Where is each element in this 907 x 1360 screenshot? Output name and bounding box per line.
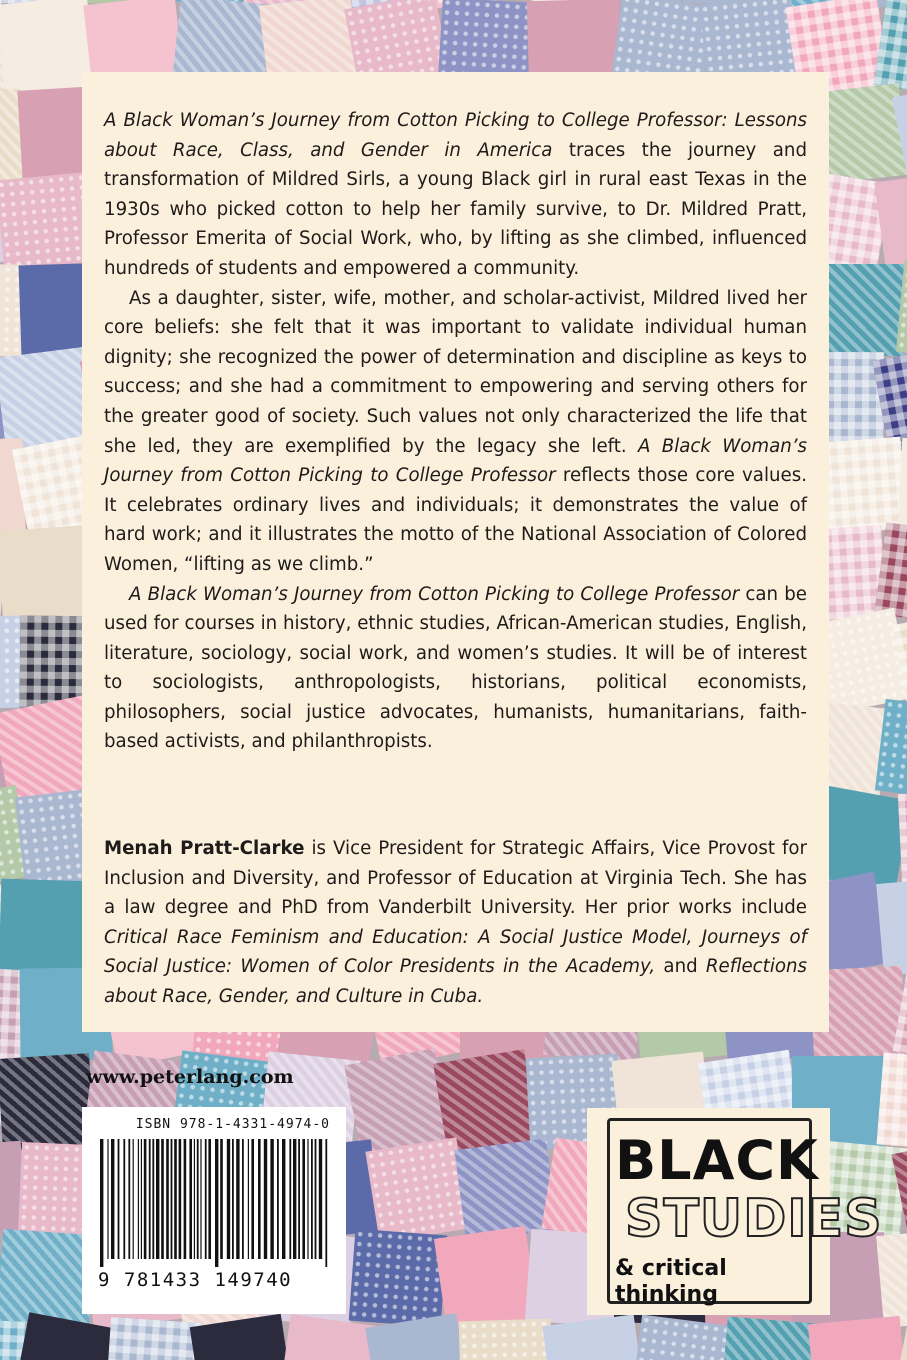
barcode-bar (144, 1139, 147, 1259)
barcode-bar (315, 1139, 317, 1259)
barcode-bar (161, 1139, 164, 1259)
barcode-bar (166, 1139, 169, 1259)
barcode-bar (138, 1139, 139, 1259)
barcode-bar (215, 1139, 218, 1267)
book-title-italic: A Black Woman’s Journey from Cotton Picking to College Professor (129, 583, 740, 605)
quilt-patch (874, 170, 907, 273)
barcode-bar (248, 1139, 249, 1259)
blurb-text: can be used for courses in history, ethnic studies, African-American studies, English, literature, sociology, social work, and women’s studies. It will be of interest to sociologists, anthropologists, historians, political economists, philosophers, social justice advocates, humanists, humanitarians, faith-based activists, and philanthropists. (104, 583, 807, 753)
quilt-patch (0, 525, 95, 623)
barcode-bar (293, 1139, 296, 1259)
barcode-bar (171, 1139, 173, 1259)
barcode-bar (107, 1139, 108, 1259)
barcode-bar (232, 1139, 234, 1259)
isbn-barcode (82, 1107, 346, 1314)
blurb-paragraph-2 (104, 284, 807, 580)
barcode-bar (100, 1139, 103, 1267)
barcode-bar (200, 1139, 201, 1259)
isbn-digits: 9 781433 149740 (98, 1269, 293, 1291)
barcode-bar (307, 1139, 308, 1259)
author-bio (104, 834, 807, 1012)
back-cover-text-panel (82, 72, 829, 1032)
isbn-label: ISBN 978-1-4331-4974-0 (135, 1117, 330, 1132)
barcode-bar (270, 1139, 273, 1259)
barcode-bar (236, 1139, 239, 1259)
logo-text-critical-thinking: & critical thinking (615, 1256, 727, 1307)
barcode-bar (325, 1139, 327, 1267)
quilt-patch (898, 790, 907, 886)
barcode-bar (205, 1139, 207, 1259)
bio-text: is Vice President for Strategic Affairs, Vice Provost for Inclusion and Diversity, and Professor of Education at Virginia Tech. She has a law degree and PhD from Vanderbilt University. Her prior works include (104, 838, 808, 919)
barcode-bar (289, 1139, 291, 1259)
barcode-bar (311, 1139, 313, 1259)
barcode-bar (189, 1139, 192, 1259)
blurb-text: traces the journey and transformation of Mildred Sirls, a young Black girl in rural east Texas in the 1930s who picked cotton to help her family survive, to Dr. Mildred Pratt, Professor Emerita of Social Work, who, by lifting as she climbed, influenced hundreds of students and empowered a community. (104, 139, 807, 279)
prior-works-italic: Critical Race Feminism and Education: A Social Justice Model, Journeys of Social Justice: Women of Color Presidents in the Academy, (104, 926, 807, 978)
bio-text: and (655, 956, 706, 978)
barcode-bar (149, 1139, 151, 1259)
barcode-bar (174, 1139, 177, 1259)
logo-text-studies: STUDIES (625, 1189, 883, 1249)
quilt-patch (105, 1317, 203, 1360)
barcode-bar (118, 1139, 120, 1259)
quilt-patch (720, 1316, 819, 1360)
barcode-bar (141, 1139, 142, 1259)
quilt-patch (459, 1319, 554, 1360)
barcode-bar (152, 1139, 154, 1259)
barcode-bar (227, 1139, 230, 1259)
publisher-website[interactable]: www.peterlang.com (86, 1066, 294, 1088)
blurb-text: As a daughter, sister, wife, mother, and scholar-activist, Mildred lived her core beliefs: she felt that it was important to validate individual human dignity; she recognized the power of determination and discipline as keys to success; and she had a commitment to empowering and serving others for the greater good of society. Such values not only characterized the life that she led, they are exemplified by the legacy she left. (104, 287, 807, 457)
barcode-bar (302, 1139, 305, 1259)
barcode-bar (156, 1139, 159, 1259)
barcode-bar (208, 1139, 211, 1259)
quilt-patch (0, 879, 93, 974)
barcode-bar (319, 1139, 322, 1259)
barcode-bar (128, 1139, 130, 1259)
barcode-bar (251, 1139, 254, 1259)
logo-text-black: BLACK (615, 1129, 819, 1192)
barcode-bar (197, 1139, 199, 1259)
barcode-bar (282, 1139, 285, 1259)
barcode-bar (242, 1139, 244, 1259)
book-title-italic: A Black Woman’s Journey from Cotton Picking to College Professor: Lessons about Race, Class, and Gender in America (104, 110, 807, 161)
barcode-bar (184, 1139, 187, 1259)
quilt-patch (0, 1229, 95, 1327)
blurb-paragraph-1 (104, 106, 807, 284)
barcode-bar (264, 1139, 267, 1259)
barcode-bars (98, 1139, 330, 1267)
prior-work-italic: Reflections about Race, Gender, and Culture in Cuba. (104, 956, 808, 1008)
author-name: Menah Pratt-Clarke (104, 838, 305, 860)
blurb-paragraph-3 (104, 580, 807, 758)
quilt-patch (0, 1053, 95, 1151)
barcode-bar (179, 1139, 182, 1259)
barcode-bar (133, 1139, 134, 1259)
barcode-bar (111, 1139, 114, 1259)
series-logo (587, 1108, 883, 1315)
barcode-bar (194, 1139, 195, 1259)
barcode-bar (277, 1139, 279, 1259)
blurb-text: reflects those core values. It celebrates ordinary lives and individuals; it demonstrates the value of hard work; and it illustrates the motto of the National Association of Colored Women, “lifting as we climb.” (104, 465, 807, 575)
book-title-italic: A Black Woman’s Journey from Cotton Picking to College Professor (104, 435, 808, 487)
quilt-patch (808, 1316, 907, 1360)
barcode-bar (298, 1139, 300, 1259)
barcode-bar (220, 1139, 223, 1259)
barcode-bar (123, 1139, 125, 1259)
barcode-bar (258, 1139, 261, 1259)
quilt-patch (349, 1229, 448, 1328)
